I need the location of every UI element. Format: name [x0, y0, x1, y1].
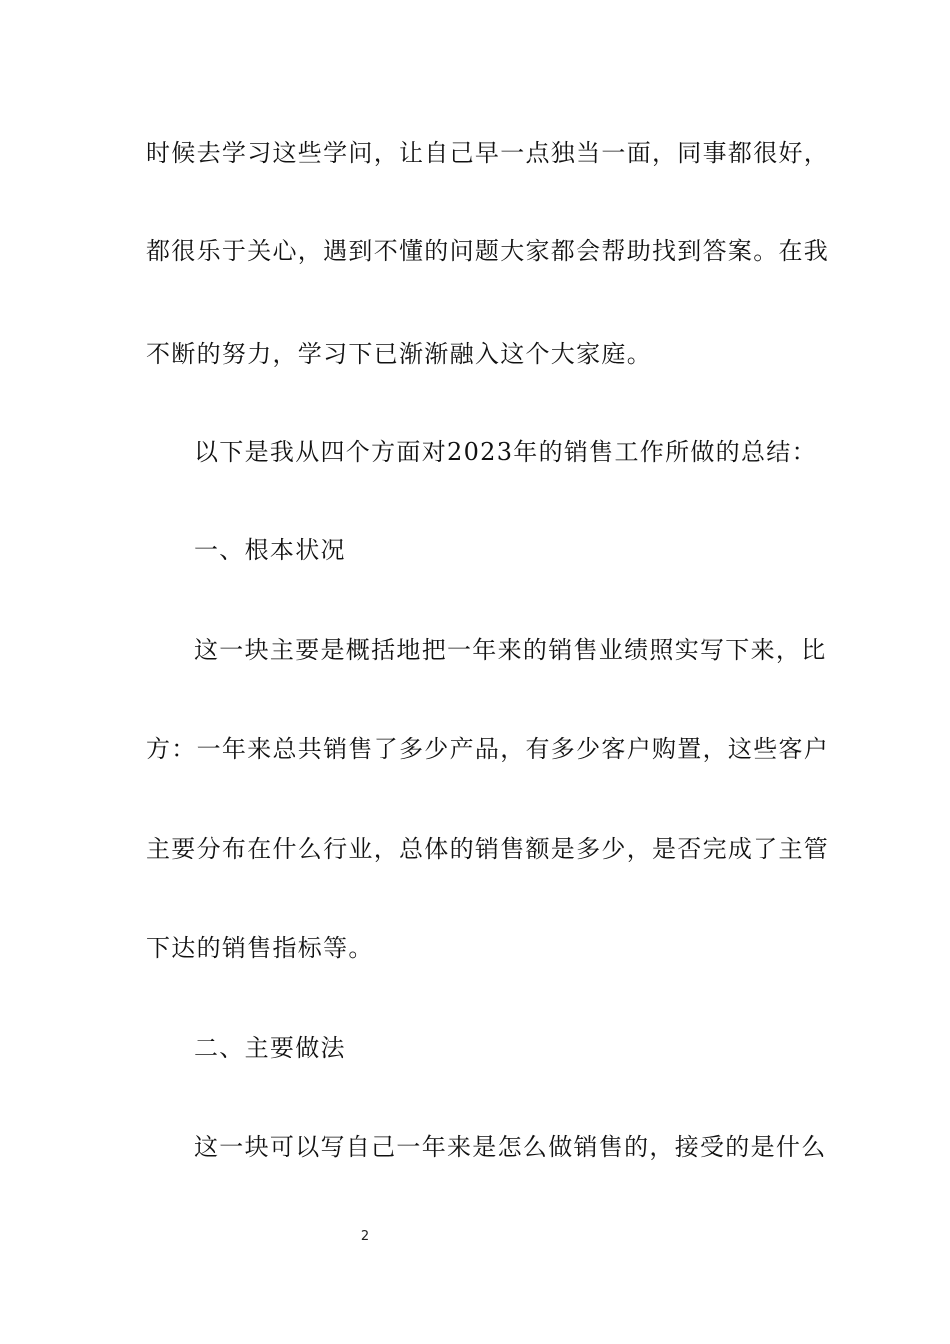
section-heading-1: 一、根本状况	[194, 536, 346, 564]
section-heading-2: 二、主要做法	[194, 1034, 346, 1062]
intro-line: 以下是我从四个方面对2023年的销售工作所做的总结：	[194, 438, 817, 466]
section1-line-1: 这一块主要是概括地把一年来的销售业绩照实写下来，比	[194, 636, 827, 664]
section1-line-4: 下达的销售指标等。	[146, 934, 374, 962]
section1-line-2: 方：一年来总共销售了多少产品，有多少客户购置，这些客户	[146, 735, 830, 763]
page-number: 2	[360, 1229, 370, 1244]
section1-line-3: 主要分布在什么行业，总体的销售额是多少，是否完成了主管	[146, 835, 830, 863]
paragraph-line-3: 不断的努力，学习下已渐渐融入这个大家庭。	[146, 340, 652, 368]
section2-line-1: 这一块可以写自己一年来是怎么做销售的，接受的是什么	[194, 1133, 827, 1161]
paragraph-line-2: 都很乐于关心，遇到不懂的问题大家都会帮助找到答案。在我	[146, 237, 830, 265]
paragraph-line-1: 时候去学习这些学问，让自己早一点独当一面，同事都很好，	[146, 139, 830, 167]
